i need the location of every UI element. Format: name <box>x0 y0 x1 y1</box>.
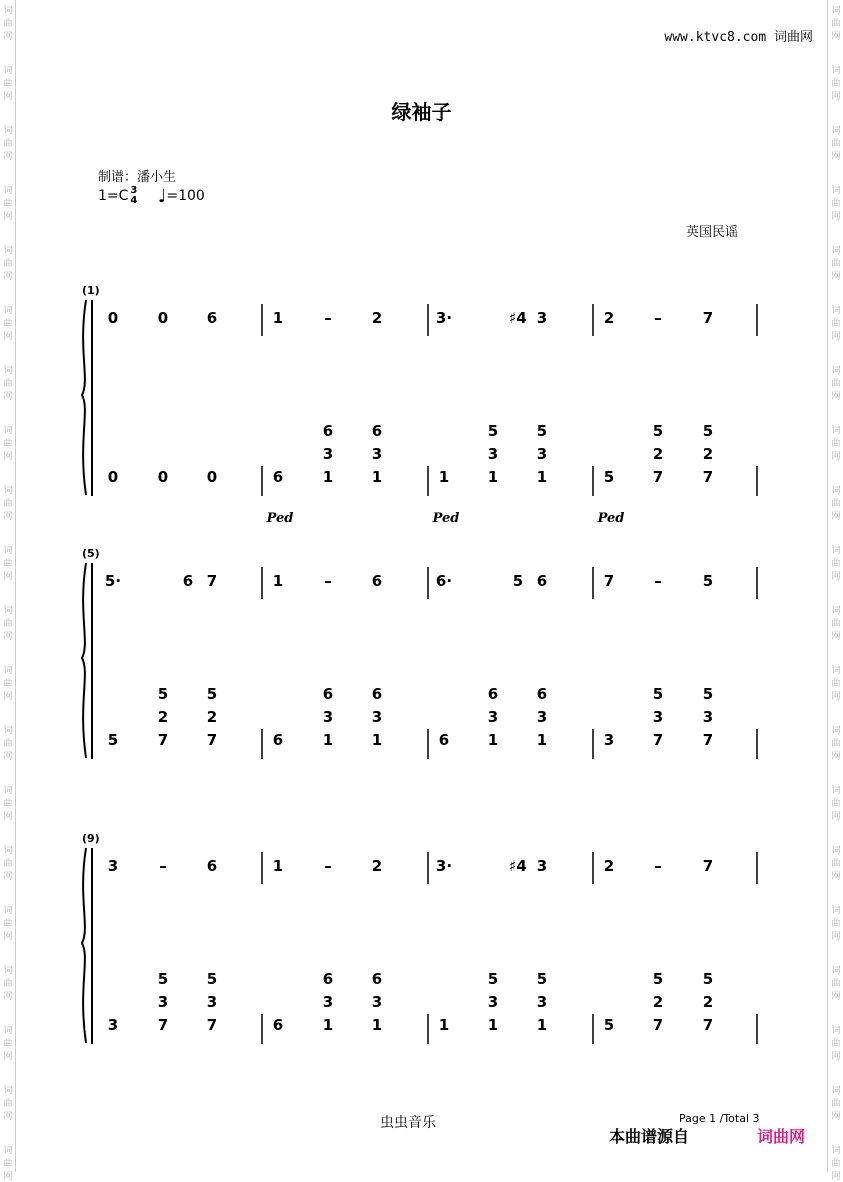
bass-note: 7 <box>652 468 664 486</box>
bass-note: 3 <box>652 708 664 726</box>
watermark-char: 网 <box>3 992 13 1002</box>
watermark-char: 词 <box>3 66 13 76</box>
bass-note: 3 <box>487 445 499 463</box>
treble-note: – <box>654 309 662 327</box>
pedal-mark: Ped <box>266 511 294 526</box>
bass-note: 5 <box>536 970 548 988</box>
bass-note: 7 <box>652 1016 664 1034</box>
watermark-char: 网 <box>3 632 13 642</box>
bass-note: 5 <box>107 731 119 749</box>
bass-note: 2 <box>652 445 664 463</box>
bass-note: 0 <box>206 468 218 486</box>
treble-note: 7 <box>206 572 218 590</box>
watermark-char: 词 <box>831 126 841 136</box>
watermark-char: 曲 <box>3 379 13 389</box>
time-sig-top: 3 <box>130 185 138 196</box>
watermark-char: 网 <box>3 572 13 582</box>
bass-note: 5 <box>652 685 664 703</box>
tempo-value: =100 <box>166 188 205 204</box>
treble-note: – <box>324 857 332 875</box>
bass-note: 5 <box>157 970 169 988</box>
bass-note: 5 <box>702 422 714 440</box>
bass-note: 2 <box>652 993 664 1011</box>
watermark-char: 词 <box>3 606 13 616</box>
watermark-char: 网 <box>3 32 13 42</box>
watermark-char: 曲 <box>3 979 13 989</box>
bass-note: 5 <box>603 1016 615 1034</box>
bass-note: 5 <box>652 422 664 440</box>
watermark-char: 曲 <box>831 1039 841 1049</box>
treble-note: 2 <box>603 309 615 327</box>
watermark-char: 词 <box>831 246 841 256</box>
bass-note: 6 <box>322 422 334 440</box>
bass-note: 6 <box>438 731 450 749</box>
treble-note: 1 <box>272 309 284 327</box>
watermark-char: 曲 <box>3 679 13 689</box>
bass-note: 1 <box>487 731 499 749</box>
watermark-char: 曲 <box>831 919 841 929</box>
watermark-char: 词 <box>3 246 13 256</box>
treble-note: – <box>324 572 332 590</box>
watermark-char: 曲 <box>3 19 13 29</box>
bass-note: 5 <box>702 970 714 988</box>
pedal-mark: Ped <box>432 511 460 526</box>
watermark-char: 曲 <box>831 199 841 209</box>
watermark-char: 词 <box>831 666 841 676</box>
treble-note: 6 <box>206 857 218 875</box>
watermark-char: 曲 <box>831 559 841 569</box>
watermark-char: 网 <box>3 212 13 222</box>
key-signature: 1=C <box>98 188 129 204</box>
watermark-char: 词 <box>831 66 841 76</box>
watermark-char: 曲 <box>3 619 13 629</box>
watermark-char: 网 <box>831 332 841 342</box>
bass-note: 2 <box>157 708 169 726</box>
bass-note: 1 <box>438 1016 450 1034</box>
bass-note: 6 <box>536 685 548 703</box>
watermark-char: 曲 <box>831 499 841 509</box>
watermark-char: 曲 <box>831 139 841 149</box>
treble-note: 1 <box>272 572 284 590</box>
watermark-char: 曲 <box>831 799 841 809</box>
watermark-char: 词 <box>3 126 13 136</box>
watermark-char: 曲 <box>831 739 841 749</box>
watermark-char: 词 <box>3 1026 13 1036</box>
watermark-char: 曲 <box>3 499 13 509</box>
treble-note: – <box>654 572 662 590</box>
watermark-char: 词 <box>831 1086 841 1096</box>
watermark-char: 网 <box>831 872 841 882</box>
treble-note: 0 <box>107 309 119 327</box>
treble-note: 3 <box>536 857 548 875</box>
watermark-char: 网 <box>3 1172 13 1182</box>
watermark-char: 词 <box>3 846 13 856</box>
watermark-char: 词 <box>3 306 13 316</box>
watermark-char: 曲 <box>831 1159 841 1169</box>
bass-note: 2 <box>702 445 714 463</box>
watermark-char: 网 <box>831 212 841 222</box>
watermark-char: 词 <box>3 186 13 196</box>
watermark-char: 词 <box>831 366 841 376</box>
watermark-char: 网 <box>831 752 841 762</box>
treble-note: 2 <box>371 857 383 875</box>
watermark-char: 词 <box>831 1146 841 1156</box>
watermark-char: 曲 <box>3 739 13 749</box>
bass-note: 5 <box>487 970 499 988</box>
watermark-char: 词 <box>3 966 13 976</box>
composer-credit: 英国民谣 <box>686 225 739 240</box>
bass-note: 3 <box>322 708 334 726</box>
bass-note: 5 <box>536 422 548 440</box>
system-brace <box>82 848 86 1043</box>
watermark-char: 词 <box>3 906 13 916</box>
system-brace <box>82 300 86 495</box>
watermark-char: 网 <box>831 392 841 402</box>
watermark-char: 网 <box>3 272 13 282</box>
treble-note: 3 <box>536 309 548 327</box>
watermark-char: 网 <box>831 452 841 462</box>
bass-note: 2 <box>206 708 218 726</box>
bass-note: 1 <box>371 468 383 486</box>
watermark-char: 曲 <box>831 259 841 269</box>
watermark-char: 曲 <box>3 439 13 449</box>
bass-note: 7 <box>206 1016 218 1034</box>
measure-number: (5) <box>82 547 100 560</box>
watermark-char: 词 <box>831 186 841 196</box>
treble-note: 5· <box>104 572 122 590</box>
bass-note: 1 <box>536 468 548 486</box>
bass-note: 7 <box>702 1016 714 1034</box>
measure-number: (9) <box>82 832 100 845</box>
site-name: 词曲网 <box>773 30 813 45</box>
bass-note: 1 <box>371 731 383 749</box>
bass-note: 1 <box>487 468 499 486</box>
bass-note: 3 <box>157 993 169 1011</box>
measure-number: (1) <box>82 284 100 297</box>
watermark-char: 词 <box>3 486 13 496</box>
bass-note: 6 <box>322 685 334 703</box>
treble-note: – <box>324 309 332 327</box>
watermark-char: 网 <box>831 812 841 822</box>
watermark-char: 曲 <box>831 19 841 29</box>
watermark-char: 词 <box>3 1086 13 1096</box>
source-label: 本曲谱源自 <box>609 1127 690 1146</box>
watermark-char: 网 <box>3 152 13 162</box>
bass-note: 3 <box>536 993 548 1011</box>
source-site-link[interactable]: 词曲网 <box>757 1127 806 1146</box>
treble-note: 7 <box>603 572 615 590</box>
treble-note: 2 <box>371 309 383 327</box>
watermark-char: 网 <box>831 272 841 282</box>
site-url[interactable]: www.ktvc8.com <box>664 30 767 45</box>
time-sig-bottom: 4 <box>130 195 138 206</box>
watermark-char: 词 <box>831 606 841 616</box>
watermark-char: 网 <box>3 512 13 522</box>
watermark-char: 词 <box>3 426 13 436</box>
bass-note: 6 <box>322 970 334 988</box>
watermark-char: 曲 <box>3 919 13 929</box>
watermark-char: 网 <box>3 812 13 822</box>
watermark-char: 网 <box>3 1052 13 1062</box>
bass-note: 1 <box>371 1016 383 1034</box>
bass-note: 7 <box>702 731 714 749</box>
treble-note: ♯4 <box>509 857 527 875</box>
watermark-char: 词 <box>831 6 841 16</box>
bass-note: 5 <box>206 685 218 703</box>
watermark-char: 网 <box>3 1112 13 1122</box>
bass-note: 5 <box>487 422 499 440</box>
watermark-char: 曲 <box>831 859 841 869</box>
treble-note: 3· <box>435 309 453 327</box>
treble-note: 7 <box>702 857 714 875</box>
watermark-char: 网 <box>3 452 13 462</box>
bass-note: 6 <box>272 1016 284 1034</box>
treble-note: 6 <box>206 309 218 327</box>
pedal-mark: Ped <box>597 511 625 526</box>
watermark-char: 曲 <box>3 1039 13 1049</box>
bass-note: 1 <box>536 1016 548 1034</box>
watermark-char: 网 <box>831 32 841 42</box>
treble-note: 6 <box>536 572 548 590</box>
bass-note: 6 <box>272 731 284 749</box>
bass-note: 6 <box>487 685 499 703</box>
footer-publisher: 虫虫音乐 <box>380 1115 436 1131</box>
watermark-char: 网 <box>3 332 13 342</box>
watermark-char: 曲 <box>831 439 841 449</box>
watermark-char: 网 <box>831 152 841 162</box>
watermark-char: 曲 <box>3 1159 13 1169</box>
watermark-char: 词 <box>831 486 841 496</box>
bass-note: 6 <box>272 468 284 486</box>
bass-note: 0 <box>157 468 169 486</box>
bass-note: 3 <box>206 993 218 1011</box>
watermark-char: 词 <box>3 726 13 736</box>
watermark-char: 曲 <box>3 319 13 329</box>
treble-note: – <box>654 857 662 875</box>
watermark-char: 网 <box>831 692 841 702</box>
treble-note: 6 <box>371 572 383 590</box>
bass-note: 3 <box>536 708 548 726</box>
bass-note: 3 <box>536 445 548 463</box>
watermark-char: 曲 <box>831 679 841 689</box>
watermark-char: 词 <box>831 906 841 916</box>
bass-note: 5 <box>206 970 218 988</box>
treble-note: 5 <box>702 572 714 590</box>
bass-note: 1 <box>322 731 334 749</box>
arranger-credit: 制谱：潘小生 <box>98 170 177 185</box>
bass-note: 3 <box>487 993 499 1011</box>
watermark-char: 词 <box>831 786 841 796</box>
watermark-char: 曲 <box>831 379 841 389</box>
watermark-char: 词 <box>831 1026 841 1036</box>
song-title: 绿袖子 <box>391 100 452 124</box>
bass-note: 5 <box>157 685 169 703</box>
bass-note: 7 <box>157 1016 169 1034</box>
watermark-char: 网 <box>3 392 13 402</box>
treble-note: ♯4 <box>509 309 527 327</box>
watermark-char: 词 <box>831 426 841 436</box>
bass-note: 7 <box>157 731 169 749</box>
watermark-char: 网 <box>831 992 841 1002</box>
treble-note: 5 <box>512 572 524 590</box>
watermark-char: 曲 <box>3 559 13 569</box>
watermark-char: 词 <box>3 786 13 796</box>
treble-note: 2 <box>603 857 615 875</box>
watermark-char: 网 <box>3 872 13 882</box>
bass-note: 5 <box>603 468 615 486</box>
bass-note: 3 <box>487 708 499 726</box>
bass-note: 3 <box>702 708 714 726</box>
watermark-char: 曲 <box>3 139 13 149</box>
watermark-char: 网 <box>3 752 13 762</box>
bass-note: 2 <box>702 993 714 1011</box>
watermark-char: 网 <box>831 1172 841 1182</box>
bass-note: 6 <box>371 422 383 440</box>
watermark-char: 词 <box>3 6 13 16</box>
watermark-char: 词 <box>3 666 13 676</box>
watermark-char: 网 <box>3 932 13 942</box>
bass-note: 3 <box>603 731 615 749</box>
bass-note: 5 <box>702 685 714 703</box>
watermark-char: 网 <box>831 572 841 582</box>
bass-note: 1 <box>322 1016 334 1034</box>
treble-note: 3 <box>107 857 119 875</box>
watermark-char: 网 <box>831 632 841 642</box>
watermark-char: 网 <box>831 512 841 522</box>
bass-note: 6 <box>371 970 383 988</box>
watermark-char: 网 <box>3 692 13 702</box>
watermark-char: 曲 <box>831 79 841 89</box>
watermark-char: 网 <box>3 92 13 102</box>
watermark-char: 曲 <box>3 1099 13 1109</box>
bass-note: 6 <box>371 685 383 703</box>
treble-note: 0 <box>157 309 169 327</box>
bass-note: 1 <box>322 468 334 486</box>
watermark-char: 曲 <box>3 199 13 209</box>
treble-note: – <box>159 857 167 875</box>
watermark-char: 曲 <box>3 859 13 869</box>
bass-note: 3 <box>107 1016 119 1034</box>
treble-note: 1 <box>272 857 284 875</box>
watermark-char: 词 <box>831 546 841 556</box>
system-brace <box>82 563 86 758</box>
bass-note: 7 <box>652 731 664 749</box>
watermark-char: 词 <box>831 306 841 316</box>
watermark-char: 词 <box>831 966 841 976</box>
watermark-char: 曲 <box>831 619 841 629</box>
treble-note: 6 <box>182 572 194 590</box>
watermark-char: 曲 <box>3 799 13 809</box>
bass-note: 0 <box>107 468 119 486</box>
watermark-char: 曲 <box>831 979 841 989</box>
bass-note: 5 <box>652 970 664 988</box>
bass-note: 7 <box>206 731 218 749</box>
bass-note: 1 <box>438 468 450 486</box>
watermark-char: 词 <box>831 846 841 856</box>
bass-note: 3 <box>322 993 334 1011</box>
bass-note: 1 <box>487 1016 499 1034</box>
treble-note: 3· <box>435 857 453 875</box>
bass-note: 3 <box>371 993 383 1011</box>
watermark-char: 曲 <box>831 1099 841 1109</box>
watermark-char: 词 <box>831 726 841 736</box>
watermark-char: 网 <box>831 1112 841 1122</box>
watermark-char: 曲 <box>3 259 13 269</box>
bass-note: 3 <box>322 445 334 463</box>
watermark-char: 词 <box>3 366 13 376</box>
bass-note: 3 <box>371 708 383 726</box>
watermark-char: 网 <box>831 1052 841 1062</box>
watermark-char: 词 <box>3 1146 13 1156</box>
bass-note: 1 <box>536 731 548 749</box>
quarter-note-icon: ♩ <box>157 186 167 207</box>
page-number: Page 1 /Total 3 <box>679 1112 760 1125</box>
treble-note: 7 <box>702 309 714 327</box>
treble-note: 6· <box>435 572 453 590</box>
watermark-char: 词 <box>3 546 13 556</box>
watermark-char: 网 <box>831 92 841 102</box>
bass-note: 3 <box>371 445 383 463</box>
watermark-char: 网 <box>831 932 841 942</box>
watermark-char: 曲 <box>3 79 13 89</box>
bass-note: 7 <box>702 468 714 486</box>
watermark-char: 曲 <box>831 319 841 329</box>
